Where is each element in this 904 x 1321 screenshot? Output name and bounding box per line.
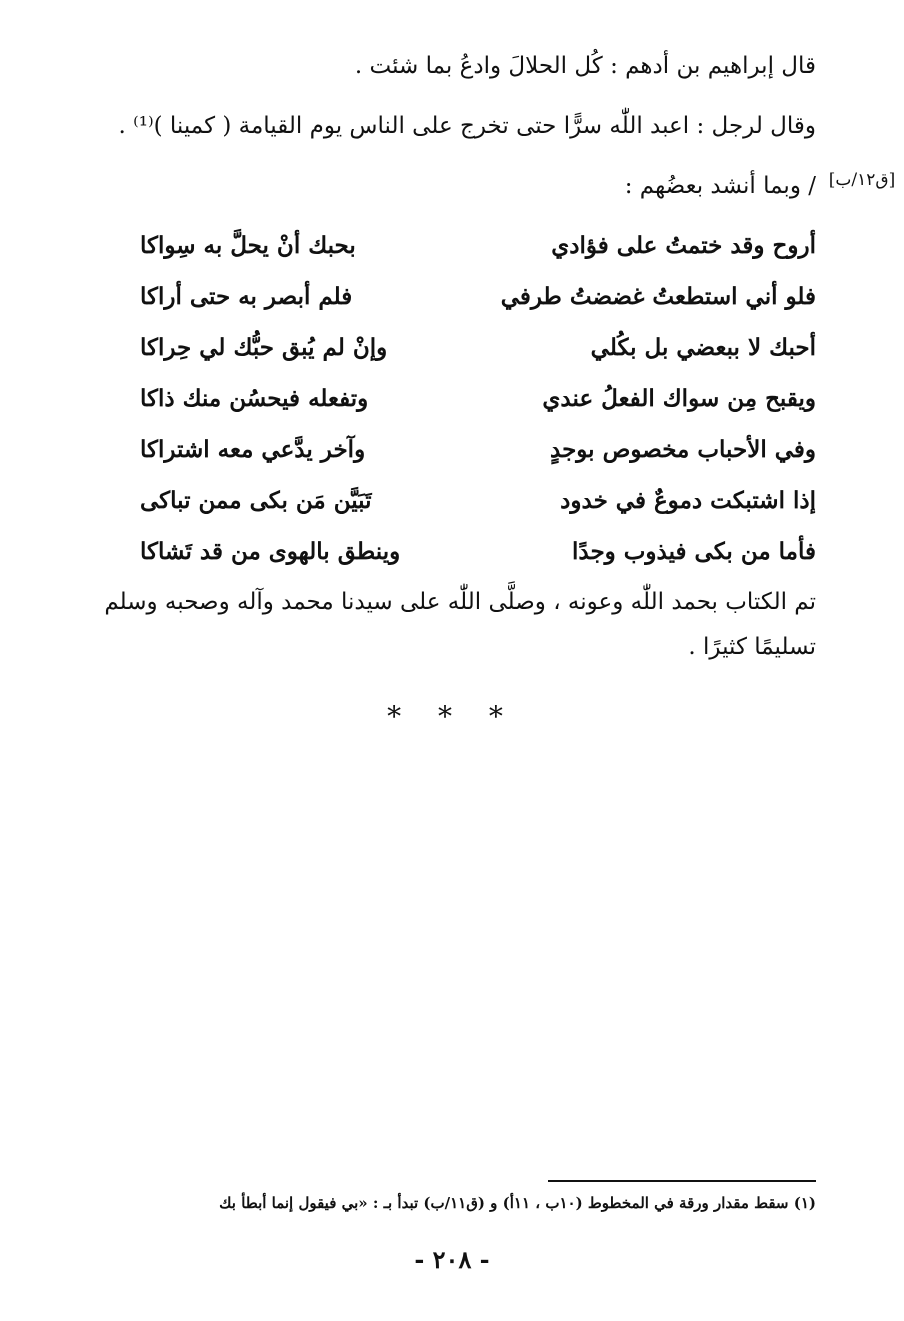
text-line-2: وقال لرجل : اعبد اللّٰه سرًّا حتى تخرج على الناس يوم القيامة ( كمينا )⁽¹⁾ . bbox=[118, 113, 816, 139]
verse-first-hemistich: ويقبح مِن سواك الفعلُ عندي bbox=[542, 385, 816, 412]
verse-second-hemistich: وإنْ لم يُبق حبُّك لي حِراكا bbox=[140, 334, 388, 361]
footnote-separator bbox=[548, 1180, 816, 1182]
footnote: (١) سقط مقدار ورقة في المخطوط (١٠ب ، ١١أ) و (ق١١/ب) تبدأ بـ : «بي فيقول إنما أبطأ بك bbox=[219, 1194, 816, 1212]
manuscript-folio-marker: [ق١٢/ب] bbox=[828, 170, 896, 190]
verse-second-hemistich: وآخر يدَّعي معه اشتراكا bbox=[140, 436, 366, 463]
verse-first-hemistich: إذا اشتبكت دموعٌ في خدود bbox=[560, 487, 816, 514]
poem-verse bbox=[140, 432, 816, 483]
text-line-1: قال إبراهيم بن أدهم : كُل الحلالَ وادعُ بما شئت . bbox=[354, 53, 816, 79]
poem bbox=[140, 228, 816, 585]
section-divider-stars: * * * bbox=[387, 700, 517, 733]
poem-verse bbox=[140, 381, 816, 432]
text-line-3: / وبما أنشد بعضُهم : bbox=[624, 173, 816, 199]
verse-first-hemistich: وفي الأحباب مخصوص بوجدٍ bbox=[550, 436, 816, 463]
poem-verse bbox=[140, 330, 816, 381]
poem-verse bbox=[140, 483, 816, 534]
verse-second-hemistich: وينطق بالهوى من قد تَشاكا bbox=[140, 538, 401, 565]
verse-second-hemistich: تَبَيَّن مَن بكى ممن تباكى bbox=[140, 487, 372, 514]
page-number: - ٢٠٨ - bbox=[414, 1245, 490, 1274]
verse-second-hemistich: فلم أبصر به حتى أراكا bbox=[140, 283, 353, 310]
verse-second-hemistich: وتفعله فيحسُن منك ذاكا bbox=[140, 385, 369, 412]
closing-paragraph: تم الكتاب بحمد اللّٰه وعونه ، وصلَّى اللّٰه على سيدنا محمد وآله وصحبه وسلم تسليمًا كثيرًا . bbox=[104, 589, 816, 660]
poem-verse bbox=[140, 228, 816, 279]
verse-first-hemistich: أروح وقد ختمتُ على فؤادي bbox=[551, 232, 816, 259]
poem-verse bbox=[140, 279, 816, 330]
verse-first-hemistich: فأما من بكى فيذوب وجدًا bbox=[571, 538, 816, 565]
poem-verse bbox=[140, 534, 816, 585]
verse-first-hemistich: فلو أني استطعتُ غضضتُ طرفي bbox=[500, 283, 816, 310]
verse-first-hemistich: أحبك لا ببعضي بل بكُلي bbox=[590, 334, 816, 361]
verse-second-hemistich: بحبك أنْ يحلَّ به سِواكا bbox=[140, 232, 356, 259]
